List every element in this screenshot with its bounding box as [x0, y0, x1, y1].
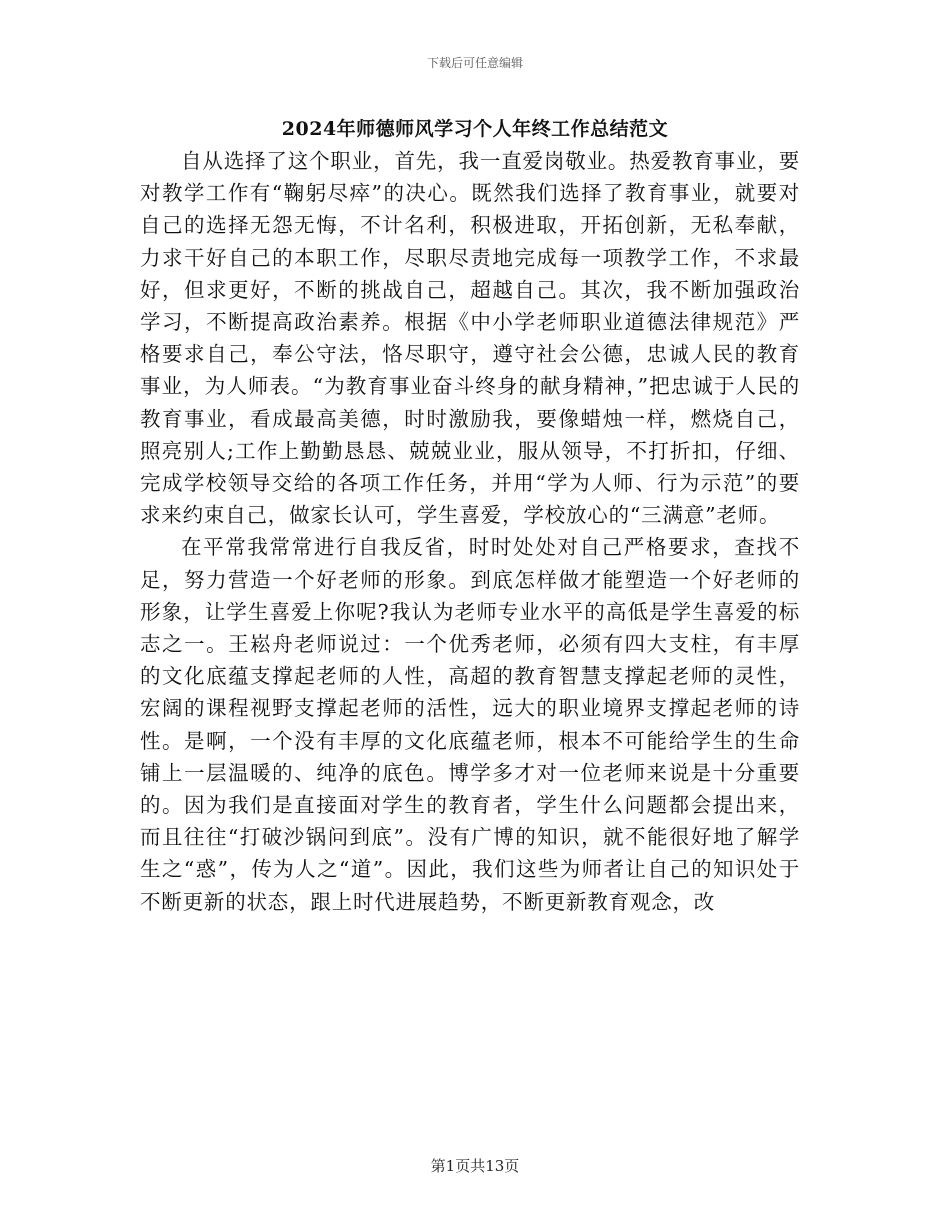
header-note: 下载后可任意编辑 — [426, 56, 523, 70]
paragraph-2: 在平常我常常进行自我反省，时时处处对自己严格要求，查找不足，努力营造一个好老师的形象。到底怎样做才能塑造一个好老师的形象，让学生喜爱上你呢?我认为老师专业水平的高低是学生喜爱的标志之一。王崧舟老师说过：一个优秀老师，必须有四大支柱，有丰厚的文化底蕴支撑起老师的人性，高超的教育智慧支撑起老师的灵性，宏阔的课程视野支撑起老师的活性，远大的职业境界支撑起老师的诗性。是啊，一个没有丰厚的文化底蕴老师，根本不可能给学生的生命铺上一层温暖的、纯净的底色。博学多才对一位老师来说是十分重要的。因为我们是直接面对学生的教育者，学生什么问题都会提出来，而且往往“打破沙锅问到底”。没有广博的知识，就不能很好地了解学生之“惑”，传为人之“道”。因此，我们这些为师者让自己的知识处于不断更新的状态，跟上时代进展趋势，不断更新教育观念，改 — [140, 535, 800, 914]
paragraph-1: 自从选择了这个职业，首先，我一直爱岗敬业。热爱教育事业，要对教学工作有“鞠躬尽瘁”的决心。既然我们选择了教育事业，就要对自己的选择无怨无悔，不计名利，积极进取，开拓创新，无私奉献，力求干好自己的本职工作，尽职尽责地完成每一项教学工作，不求最好，但求更好，不断的挑战自己，超越自己。其次，我不断加强政治学习，不断提高政治素养。根据《中小学老师职业道德法律规范》严格要求自己，奉公守法，恪尽职守，遵守社会公德，忠诚人民的教育事业，为人师表。“为教育事业奋斗终身的献身精神，”把忠诚于人民的教育事业，看成最高美德，时时激励我，要像蜡烛一样，燃烧自己，照亮别人;工作上勤勤恳恳、兢兢业业，服从领导，不打折扣，仔细、完成学校领导交给的各项工作任务，并用“学为人师、行为示范”的要求来约束自己，做家长认可，学生喜爱，学校放心的“三满意”老师。 — [140, 149, 800, 528]
document-title: 2024年师德师风学习个人年终工作总结范文 — [281, 118, 669, 140]
page-number: 第1页共13页 — [430, 1157, 520, 1175]
document-body — [140, 145, 800, 918]
